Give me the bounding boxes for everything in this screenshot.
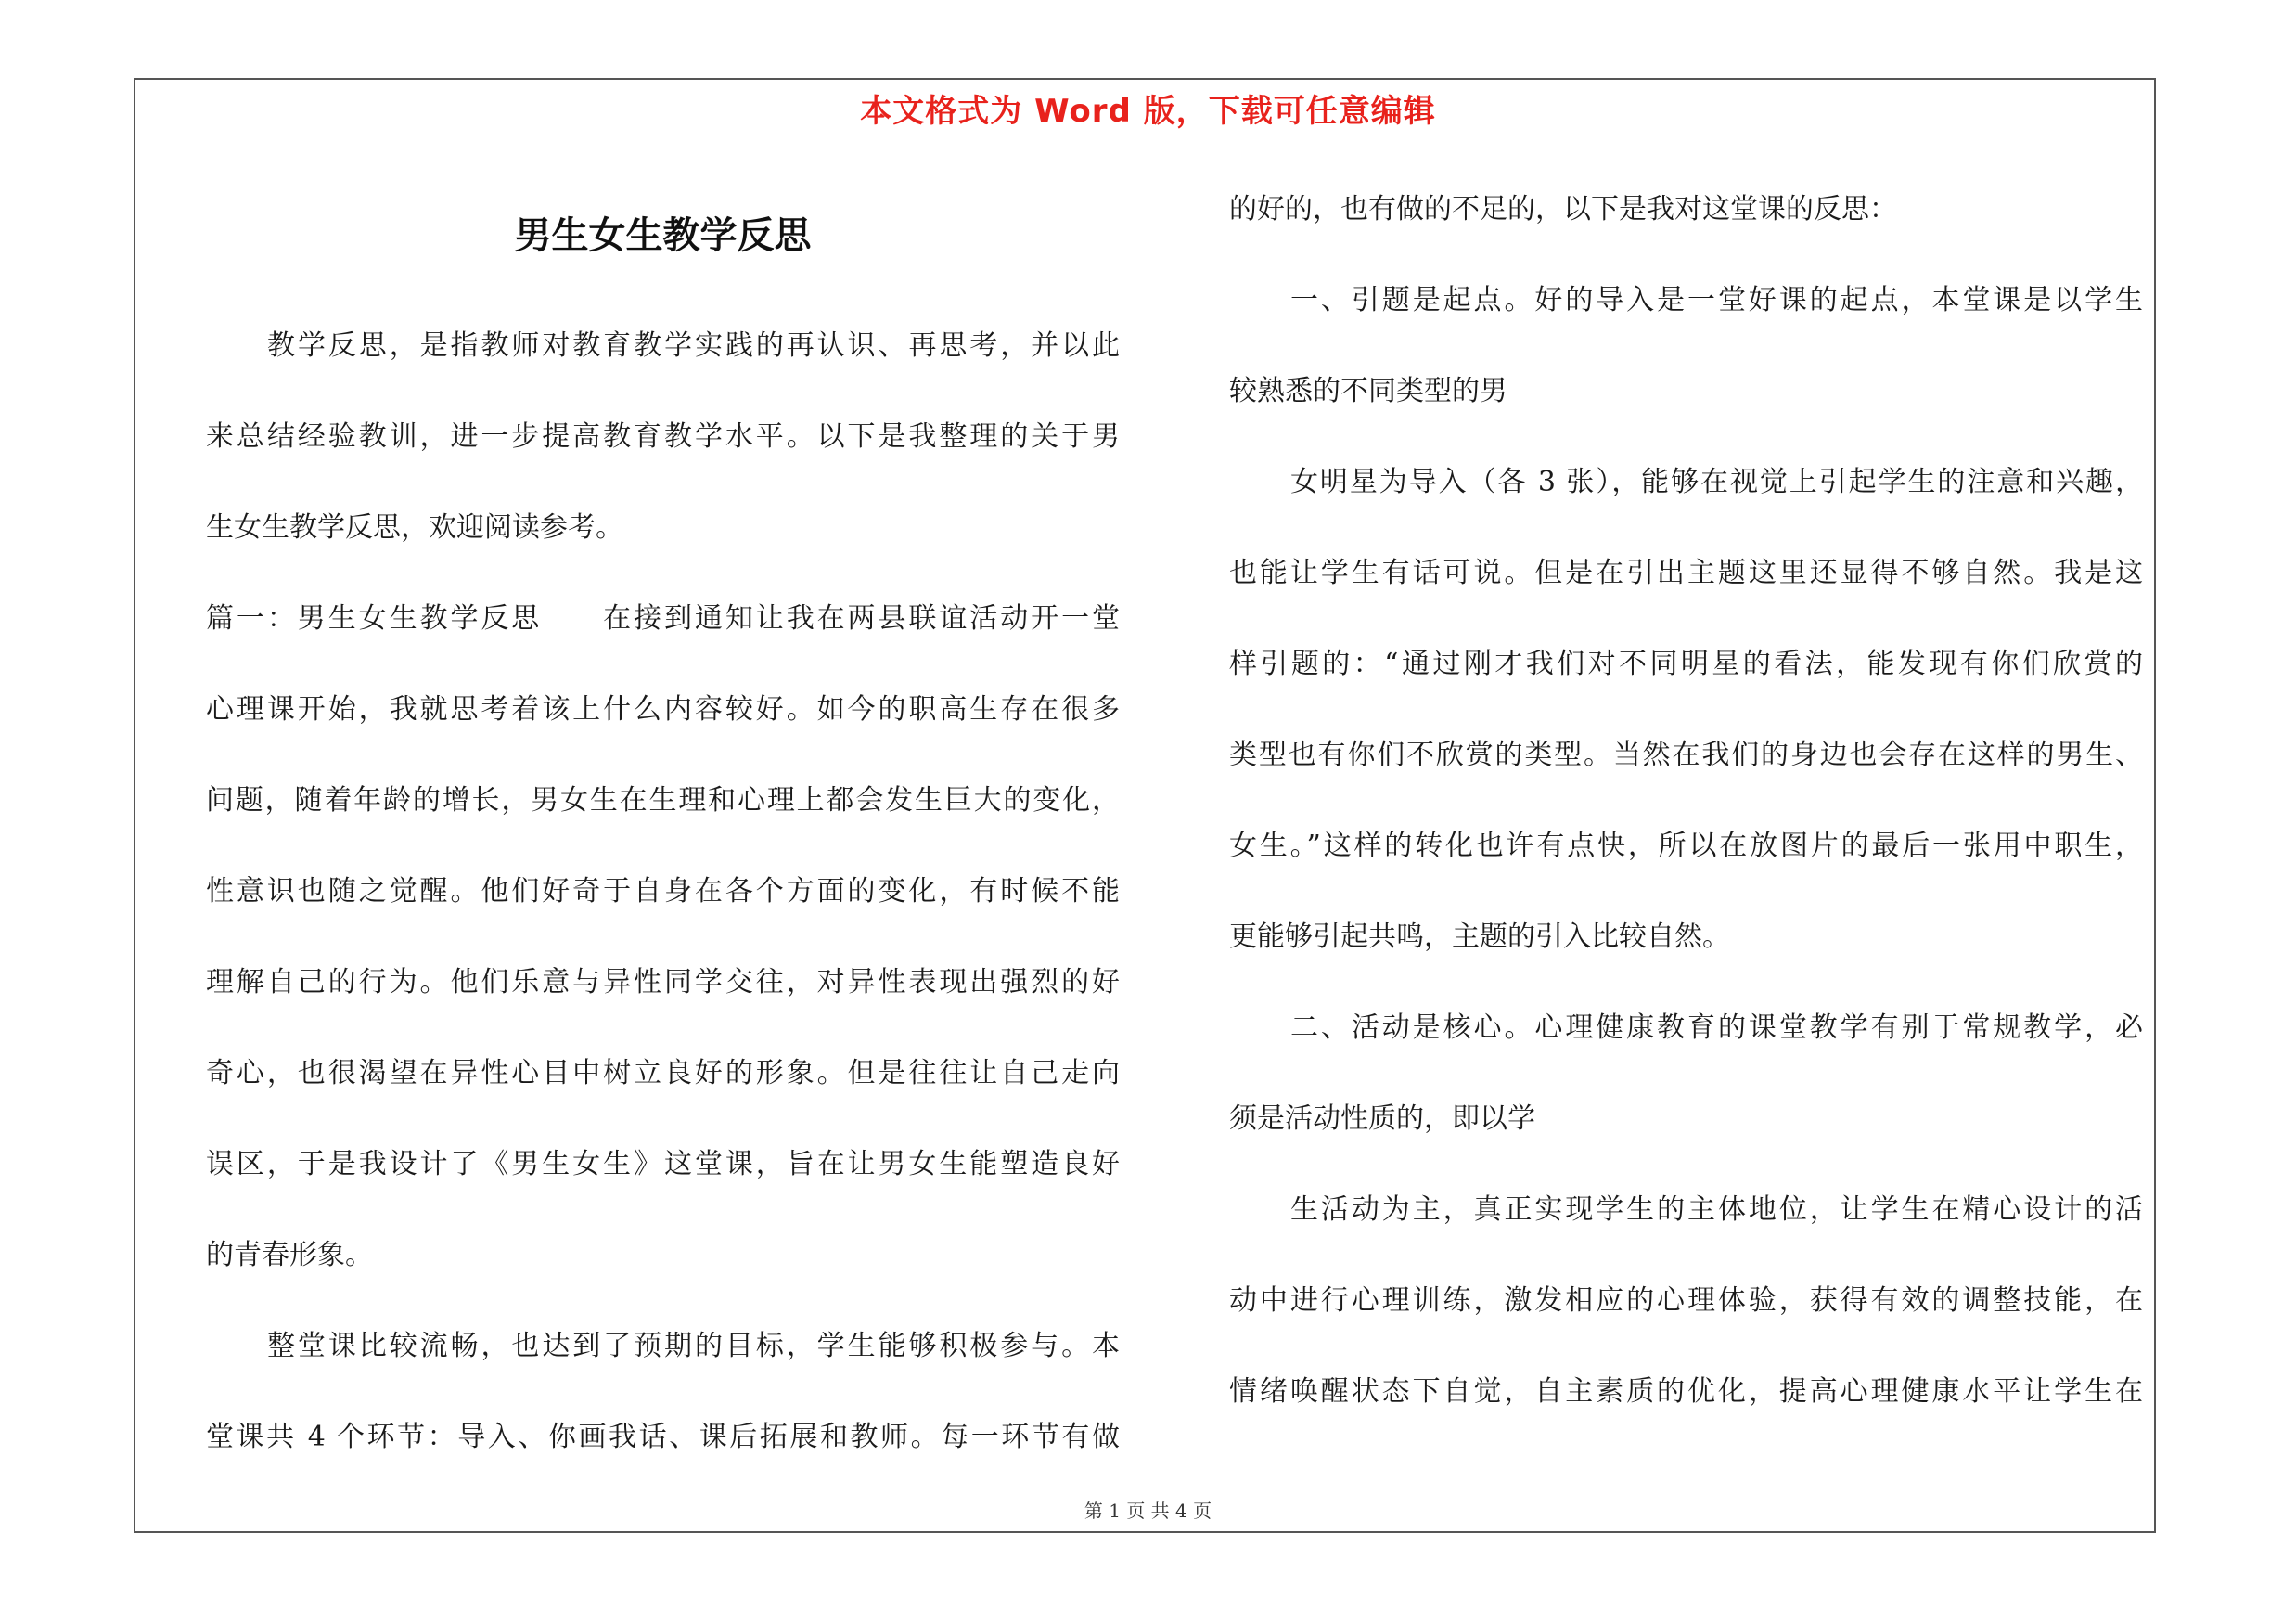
body-line: 生女生教学反思，欢迎阅读参考。: [206, 511, 623, 544]
right-column: [1229, 0, 2143, 1623]
body-line: 来总结经验教训，进一步提高教育教学水平。以下是我整理的关于男: [206, 420, 1120, 453]
body-line: 也能让学生有话可说。但是在引出主题这里还显得不够自然。我是这: [1229, 557, 2143, 589]
body-line: 整堂课比较流畅，也达到了预期的目标，学生能够积极参与。本: [267, 1330, 1120, 1362]
body-line: 类型也有你们不欣赏的类型。当然在我们的身边也会存在这样的男生、: [1229, 739, 2143, 771]
body-line: 理解自己的行为。他们乐意与异性同学交往，对异性表现出强烈的好: [206, 966, 1120, 998]
body-line: 性意识也随之觉醒。他们好奇于自身在各个方面的变化，有时候不能: [206, 875, 1120, 908]
format-notice-banner: 本文格式为 Word 版，下载可任意编辑: [860, 93, 1436, 130]
body-line: 的青春形象。: [206, 1239, 373, 1271]
body-line: 堂课共 4 个环节：导入、你画我话、课后拓展和教师。每一环节有做: [206, 1421, 1120, 1453]
body-line: 女生。”这样的转化也许有点快，所以在放图片的最后一张用中职生，: [1229, 830, 2143, 862]
body-line: 动中进行心理训练，激发相应的心理体验，获得有效的调整技能，在: [1229, 1284, 2143, 1317]
body-line: 情绪唤醒状态下自觉，自主素质的优化，提高心理健康水平让学生在: [1229, 1375, 2143, 1408]
body-line: 心理课开始，我就思考着该上什么内容较好。如今的职高生存在很多: [206, 693, 1120, 726]
body-line: 篇一：男生女生教学反思 在接到通知让我在两县联谊活动开一堂: [206, 602, 1120, 635]
body-line: 生活动为主，真正实现学生的主体地位，让学生在精心设计的活: [1290, 1193, 2143, 1226]
body-line: 女明星为导入（各 3 张），能够在视觉上引起学生的注意和兴趣，: [1290, 466, 2143, 498]
left-column: [206, 0, 1120, 1623]
body-line: 较熟悉的不同类型的男: [1229, 375, 1507, 407]
body-line: 更能够引起共鸣，主题的引入比较自然。: [1229, 921, 1730, 953]
body-line: 样引题的：“通过刚才我们对不同明星的看法，能发现有你们欣赏的: [1229, 648, 2143, 680]
body-line: 误区，于是我设计了《男生女生》这堂课，旨在让男女生能塑造良好: [206, 1148, 1120, 1180]
body-line: 问题，随着年龄的增长，男女生在生理和心理上都会发生巨大的变化，: [206, 784, 1120, 817]
document-title: 男生女生教学反思: [514, 214, 812, 257]
body-line: 二、活动是核心。心理健康教育的课堂教学有别于常规教学，必: [1290, 1011, 2143, 1044]
body-line: 须是活动性质的，即以学: [1229, 1102, 1535, 1135]
page-number-footer: 第 1 页 共 4 页: [1084, 1500, 1212, 1522]
body-line: 的好的，也有做的不足的，以下是我对这堂课的反思：: [1229, 193, 1897, 225]
body-line: 奇心，也很渴望在异性心目中树立良好的形象。但是往往让自己走向: [206, 1057, 1120, 1089]
body-line: 一、引题是起点。好的导入是一堂好课的起点，本堂课是以学生: [1290, 284, 2143, 316]
body-line: 教学反思，是指教师对教育教学实践的再认识、再思考，并以此: [267, 329, 1120, 362]
